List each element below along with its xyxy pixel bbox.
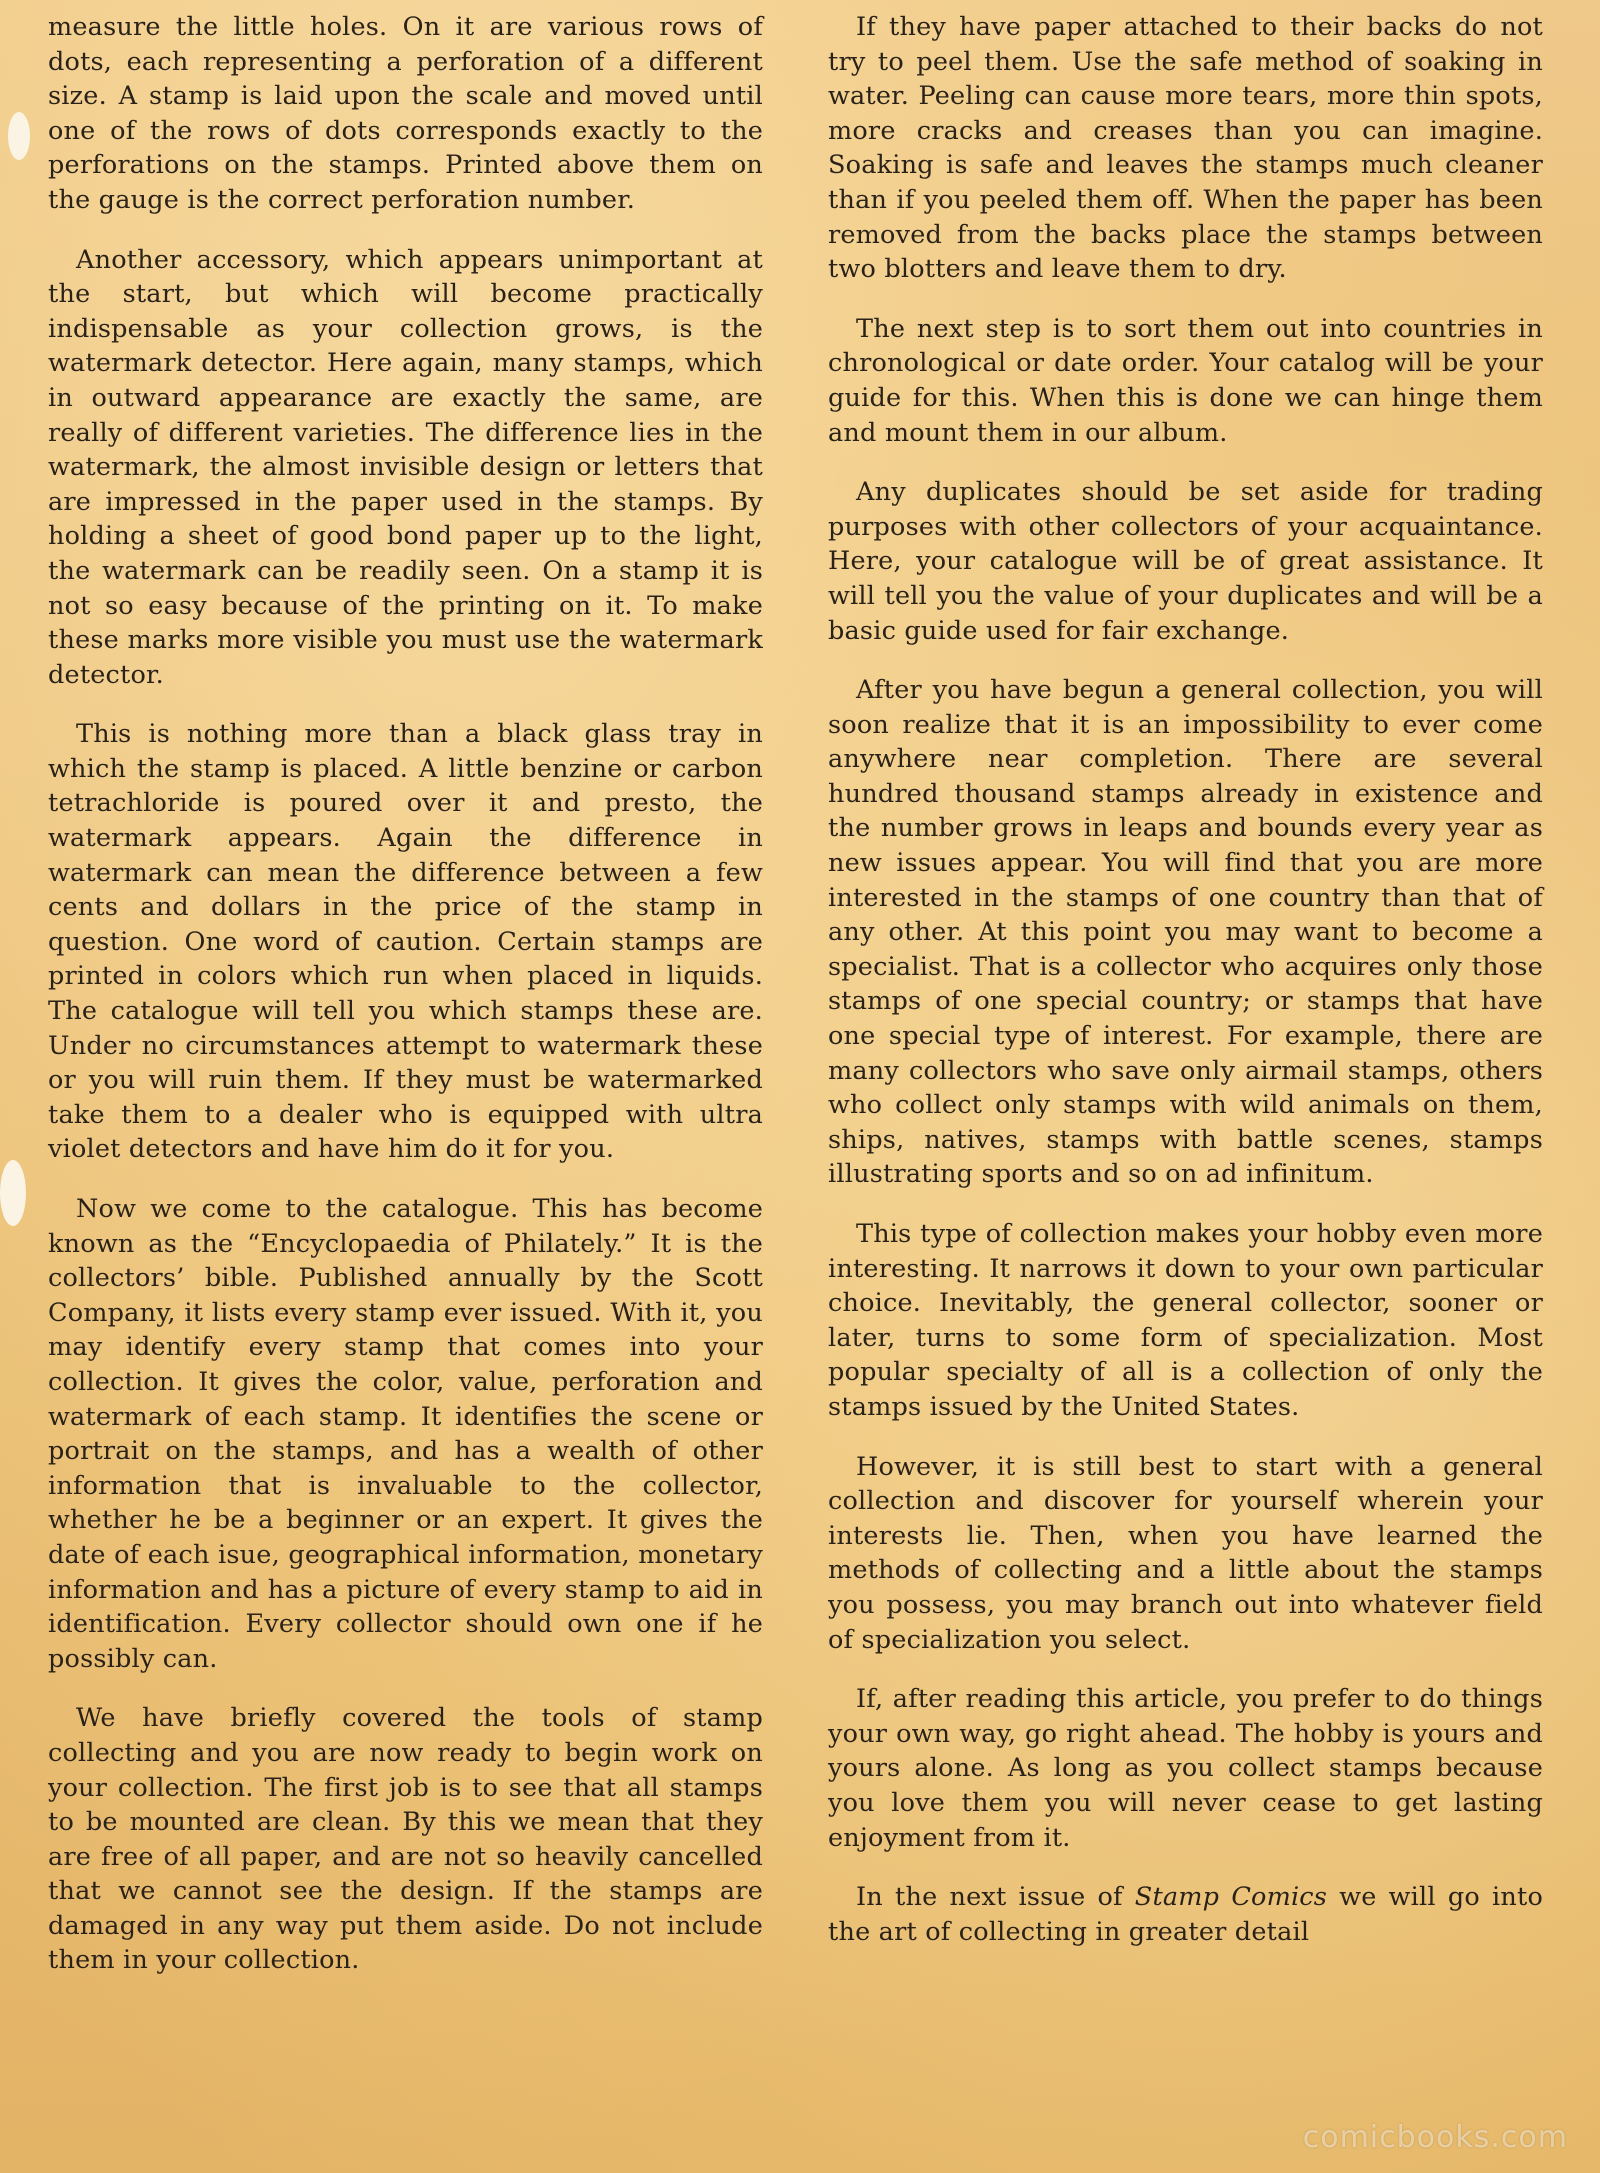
paragraph: Now we come to the catalogue. This has become known as the “Encyclopaedia of Philately.” It is the collectors’ bible. Published annually by the Scott Company, it lists every stamp ever issued. With it, you may identify every stamp that comes into your collection. It gives the color, value, perforation and watermark of each stamp. It identifies the scene or portrait on the stamps, and has a wealth of other information that is invaluable to the collector, whether he be a beginner or an expert. It gives the date of each isue, geographical information, monetary information and has a picture of every stamp to aid in identification. Every collector should own one if he possibly can. — [48, 1194, 763, 1674]
paragraph: Any duplicates should be set aside for trading purposes with other collectors of your acquaintance. Here, your catalogue will be of great assistance. It will tell you the value of your duplicates and will be a basic guide used for fair exchange. — [828, 477, 1543, 646]
paragraph: However, it is still best to start with a general collection and discover for yourself wherein your interests lie. Then, when you have learned the methods of collecting and a little about the stamps you possess, you may branch out into whatever field of specialization you select. — [828, 1451, 1543, 1655]
paragraph: This is nothing more than a black glass tray in which the stamp is placed. A little benzine or carbon tetrachloride is poured over it and presto, the watermark appears. Again the difference in watermark can mean the difference between a few cents and dollars in the price of the stamp in question. One word of caution. Certain stamps are printed in colors which run when placed in liquids. The catalogue will tell you which stamps these are. Under no circumstances attempt to watermark these or you will ruin them. If they must be watermarked take them to a dealer who is equipped with ultra violet detectors and have him do it for you. — [48, 719, 763, 1165]
site-watermark: comicbooks.com — [1302, 2120, 1568, 2155]
paragraph: After you have begun a general collection, you will soon realize that it is an impossibility to ever come anywhere near completion. There are several hundred thousand stamps already in existence and the number grows in leaps and bounds every year as new issues appear. You will find that you are more interested in the stamps of one country than that of any other. At this point you may want to become a specialist. That is a collector who acquires only those stamps of one special country; or stamps that have one special type of interest. For example, there are many collectors who save only airmail stamps, others who collect only stamps with wild animals on them, ships, natives, stamps with battle scenes, stamps illustrating sports and so on ad infinitum. — [828, 675, 1543, 1190]
paragraph: Another accessory, which appears unimportant at the start, but which will become practically indispensable as your collection grows, is the watermark detector. Here again, many stamps, which in outward appearance are exactly the same, are really of different varieties. The difference lies in the watermark, the almost invisible design or letters that are impressed in the paper used in the stamps. By holding a sheet of good bond paper up to the light, the watermark can be readily seen. On a stamp it is not so easy because of the printing on it. To make these marks more visible you must use the watermark detector. — [48, 244, 763, 690]
paragraph: This type of collection makes your hobby even more interesting. It narrows it down to your own particular choice. Inevitably, the general collector, sooner or later, turns to some form of specialization. Most popular specialty of all is a collection of only the stamps issued by the United States. — [828, 1219, 1543, 1422]
right-text-column — [828, 10, 1543, 1974]
left-text-column — [48, 10, 763, 2003]
paragraph: If, after reading this article, you prefer to do things your own way, go right ahead. The hobby is yours and yours alone. As long as you collect stamps because you love them you will never cease to get lasting enjoyment from it. — [828, 1684, 1543, 1853]
closing-text-end: we will go into the art of collecting in greater detail — [828, 1882, 1543, 1947]
page-tear-mark — [0, 1160, 26, 1226]
closing-text-start: In the next issue of — [856, 1882, 1135, 1913]
magazine-title: Stamp Comics — [1134, 1882, 1328, 1913]
paragraph: The next step is to sort them out into countries in chronological or date order. Your catalog will be your guide for this. When this is done we can hinge them and mount them in our album. — [828, 313, 1543, 448]
paragraph: If they have paper attached to their backs do not try to peel them. Use the safe method of soaking in water. Peeling can cause more tears, more thin spots, more cracks and creases than you can imagine. Soaking is safe and leaves the stamps much cleaner than if you peeled them off. When the paper has been removed from the backs place the stamps between two blotters and leave them to dry. — [828, 12, 1543, 285]
closing-paragraph — [828, 1880, 1543, 1949]
page-tear-mark — [8, 112, 30, 160]
paragraph: We have briefly covered the tools of stamp collecting and you are now ready to begin work on your collection. The first job is to see that all stamps to be mounted are clean. By this we mean that they are free of all paper, and are not so heavily cancelled that we cannot see the design. If the stamps are damaged in any way put them aside. Do not include them in your collection. — [48, 1703, 763, 1976]
paragraph: measure the little holes. On it are various rows of dots, each representing a perforation of a different size. A stamp is laid upon the scale and moved until one of the rows of dots corresponds exactly to the perforations on the stamps. Printed above them on the gauge is the correct perforation number. — [48, 12, 763, 215]
